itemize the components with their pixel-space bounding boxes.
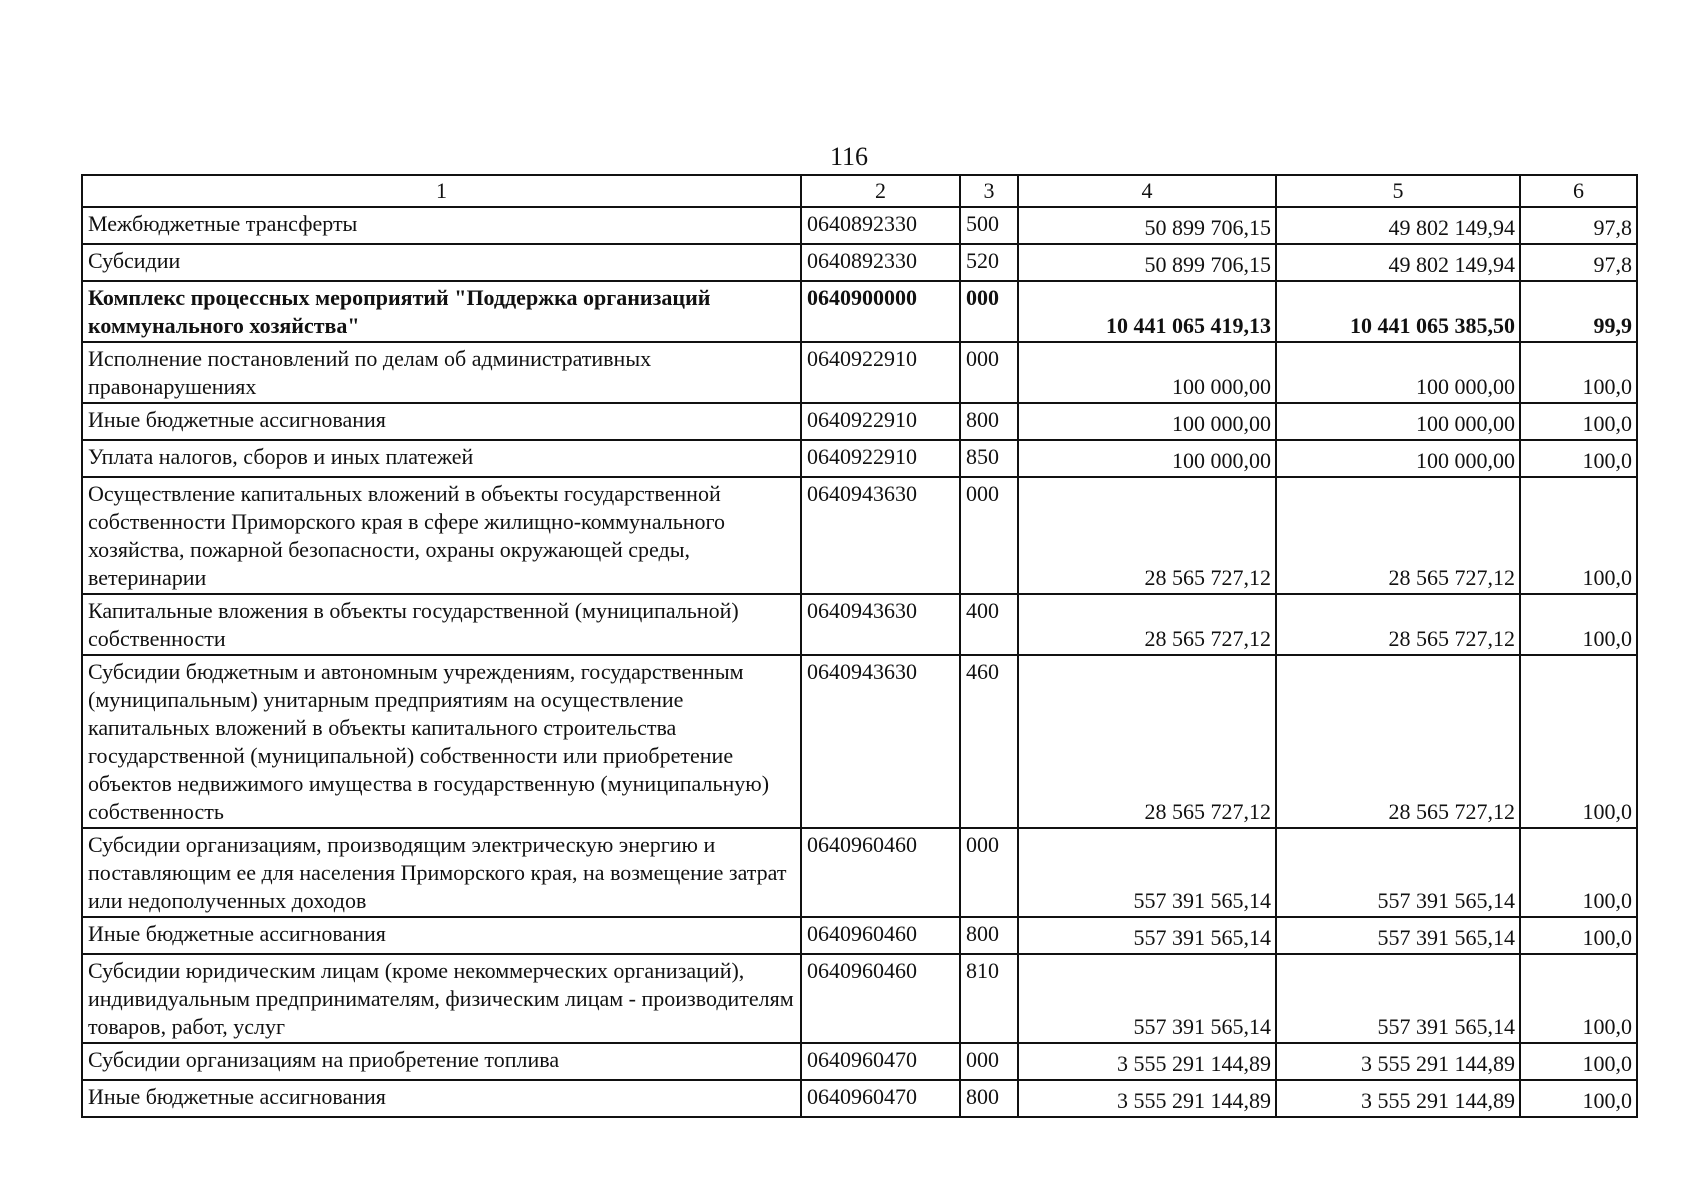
- target-article-code-cell: 0640922910: [801, 403, 960, 440]
- table-row: [82, 828, 1637, 917]
- table-body: [82, 207, 1637, 1117]
- expense-type-code-cell: 850: [960, 440, 1018, 477]
- executed-amount-cell: 10 441 065 385,50: [1276, 281, 1520, 342]
- planned-amount-cell: 100 000,00: [1018, 440, 1276, 477]
- planned-amount-cell: 3 555 291 144,89: [1018, 1043, 1276, 1080]
- budget-table: [81, 174, 1638, 1118]
- row-name-cell: Иные бюджетные ассигнования: [82, 917, 801, 954]
- planned-amount-cell: 3 555 291 144,89: [1018, 1080, 1276, 1117]
- execution-percent-cell: 97,8: [1520, 244, 1637, 281]
- expense-type-code-cell: 000: [960, 1043, 1018, 1080]
- table-row: [82, 342, 1637, 403]
- expense-type-code-cell: 500: [960, 207, 1018, 244]
- executed-amount-cell: 100 000,00: [1276, 342, 1520, 403]
- expense-type-code-cell: 000: [960, 477, 1018, 594]
- table-row: [82, 403, 1637, 440]
- target-article-code-cell: 0640960460: [801, 954, 960, 1043]
- table-row: [82, 1080, 1637, 1117]
- row-name-cell: Субсидии юридическим лицам (кроме некоммерческих организаций), индивидуальным предпринимателям, физическим лицам - производителям товаров, работ, услуг: [82, 954, 801, 1043]
- expense-type-code-cell: 400: [960, 594, 1018, 655]
- planned-amount-cell: 557 391 565,14: [1018, 917, 1276, 954]
- planned-amount-cell: 100 000,00: [1018, 342, 1276, 403]
- execution-percent-cell: 97,8: [1520, 207, 1637, 244]
- executed-amount-cell: 100 000,00: [1276, 403, 1520, 440]
- executed-amount-cell: 557 391 565,14: [1276, 917, 1520, 954]
- expense-type-code-cell: 000: [960, 828, 1018, 917]
- planned-amount-cell: 557 391 565,14: [1018, 954, 1276, 1043]
- target-article-code-cell: 0640943630: [801, 594, 960, 655]
- expense-type-code-cell: 810: [960, 954, 1018, 1043]
- execution-percent-cell: 100,0: [1520, 403, 1637, 440]
- execution-percent-cell: 100,0: [1520, 342, 1637, 403]
- row-name-cell: Капитальные вложения в объекты государственной (муниципальной) собственности: [82, 594, 801, 655]
- row-name-cell: Иные бюджетные ассигнования: [82, 1080, 801, 1117]
- planned-amount-cell: 100 000,00: [1018, 403, 1276, 440]
- target-article-code-cell: 0640943630: [801, 655, 960, 828]
- target-article-code-cell: 0640960460: [801, 917, 960, 954]
- planned-amount-cell: 28 565 727,12: [1018, 477, 1276, 594]
- target-article-code-cell: 0640922910: [801, 440, 960, 477]
- table-row: [82, 281, 1637, 342]
- table-row: [82, 1043, 1637, 1080]
- expense-type-code-cell: 460: [960, 655, 1018, 828]
- table-row: [82, 244, 1637, 281]
- row-name-cell: Субсидии бюджетным и автономным учреждениям, государственным (муниципальным) унитарным предприятиям на осуществление капитальных вложений в объекты капитального строительства государственной (муниципальной) собственности или приобретение объектов недвижимого имущества в государственную (муниципальную) собственность: [82, 655, 801, 828]
- planned-amount-cell: 10 441 065 419,13: [1018, 281, 1276, 342]
- executed-amount-cell: 100 000,00: [1276, 440, 1520, 477]
- column-header: 1: [82, 175, 801, 207]
- executed-amount-cell: 3 555 291 144,89: [1276, 1043, 1520, 1080]
- table-row: [82, 954, 1637, 1043]
- planned-amount-cell: 557 391 565,14: [1018, 828, 1276, 917]
- execution-percent-cell: 100,0: [1520, 917, 1637, 954]
- table-row: [82, 477, 1637, 594]
- execution-percent-cell: 100,0: [1520, 954, 1637, 1043]
- execution-percent-cell: 100,0: [1520, 655, 1637, 828]
- target-article-code-cell: 0640892330: [801, 244, 960, 281]
- row-name-cell: Комплекс процессных мероприятий "Поддержка организаций коммунального хозяйства": [82, 281, 801, 342]
- column-header: 2: [801, 175, 960, 207]
- table-row: [82, 594, 1637, 655]
- row-name-cell: Уплата налогов, сборов и иных платежей: [82, 440, 801, 477]
- target-article-code-cell: 0640943630: [801, 477, 960, 594]
- column-header: 3: [960, 175, 1018, 207]
- execution-percent-cell: 99,9: [1520, 281, 1637, 342]
- row-name-cell: Осуществление капитальных вложений в объекты государственной собственности Приморского края в сфере жилищно-коммунального хозяйства, пожарной безопасности, охраны окружающей среды, ветеринарии: [82, 477, 801, 594]
- target-article-code-cell: 0640960470: [801, 1043, 960, 1080]
- row-name-cell: Исполнение постановлений по делам об административных правонарушениях: [82, 342, 801, 403]
- target-article-code-cell: 0640960460: [801, 828, 960, 917]
- row-name-cell: Иные бюджетные ассигнования: [82, 403, 801, 440]
- executed-amount-cell: 557 391 565,14: [1276, 954, 1520, 1043]
- executed-amount-cell: 3 555 291 144,89: [1276, 1080, 1520, 1117]
- execution-percent-cell: 100,0: [1520, 477, 1637, 594]
- expense-type-code-cell: 800: [960, 917, 1018, 954]
- expense-type-code-cell: 800: [960, 1080, 1018, 1117]
- executed-amount-cell: 49 802 149,94: [1276, 207, 1520, 244]
- row-name-cell: Субсидии организациям, производящим электрическую энергию и поставляющим ее для населения Приморского края, на возмещение затрат или недополученных доходов: [82, 828, 801, 917]
- execution-percent-cell: 100,0: [1520, 1080, 1637, 1117]
- row-name-cell: Субсидии организациям на приобретение топлива: [82, 1043, 801, 1080]
- executed-amount-cell: 49 802 149,94: [1276, 244, 1520, 281]
- target-article-code-cell: 0640900000: [801, 281, 960, 342]
- execution-percent-cell: 100,0: [1520, 440, 1637, 477]
- target-article-code-cell: 0640922910: [801, 342, 960, 403]
- table-row: [82, 655, 1637, 828]
- column-header: 5: [1276, 175, 1520, 207]
- executed-amount-cell: 557 391 565,14: [1276, 828, 1520, 917]
- expense-type-code-cell: 520: [960, 244, 1018, 281]
- expense-type-code-cell: 800: [960, 403, 1018, 440]
- planned-amount-cell: 28 565 727,12: [1018, 594, 1276, 655]
- expense-type-code-cell: 000: [960, 281, 1018, 342]
- execution-percent-cell: 100,0: [1520, 594, 1637, 655]
- expense-type-code-cell: 000: [960, 342, 1018, 403]
- table-row: [82, 207, 1637, 244]
- executed-amount-cell: 28 565 727,12: [1276, 477, 1520, 594]
- execution-percent-cell: 100,0: [1520, 1043, 1637, 1080]
- column-header: 4: [1018, 175, 1276, 207]
- column-number-row: [82, 175, 1637, 207]
- execution-percent-cell: 100,0: [1520, 828, 1637, 917]
- planned-amount-cell: 28 565 727,12: [1018, 655, 1276, 828]
- planned-amount-cell: 50 899 706,15: [1018, 244, 1276, 281]
- planned-amount-cell: 50 899 706,15: [1018, 207, 1276, 244]
- row-name-cell: Субсидии: [82, 244, 801, 281]
- table-row: [82, 440, 1637, 477]
- executed-amount-cell: 28 565 727,12: [1276, 655, 1520, 828]
- page-number: 116: [829, 142, 869, 171]
- row-name-cell: Межбюджетные трансферты: [82, 207, 801, 244]
- executed-amount-cell: 28 565 727,12: [1276, 594, 1520, 655]
- column-header: 6: [1520, 175, 1637, 207]
- table-row: [82, 917, 1637, 954]
- target-article-code-cell: 0640960470: [801, 1080, 960, 1117]
- target-article-code-cell: 0640892330: [801, 207, 960, 244]
